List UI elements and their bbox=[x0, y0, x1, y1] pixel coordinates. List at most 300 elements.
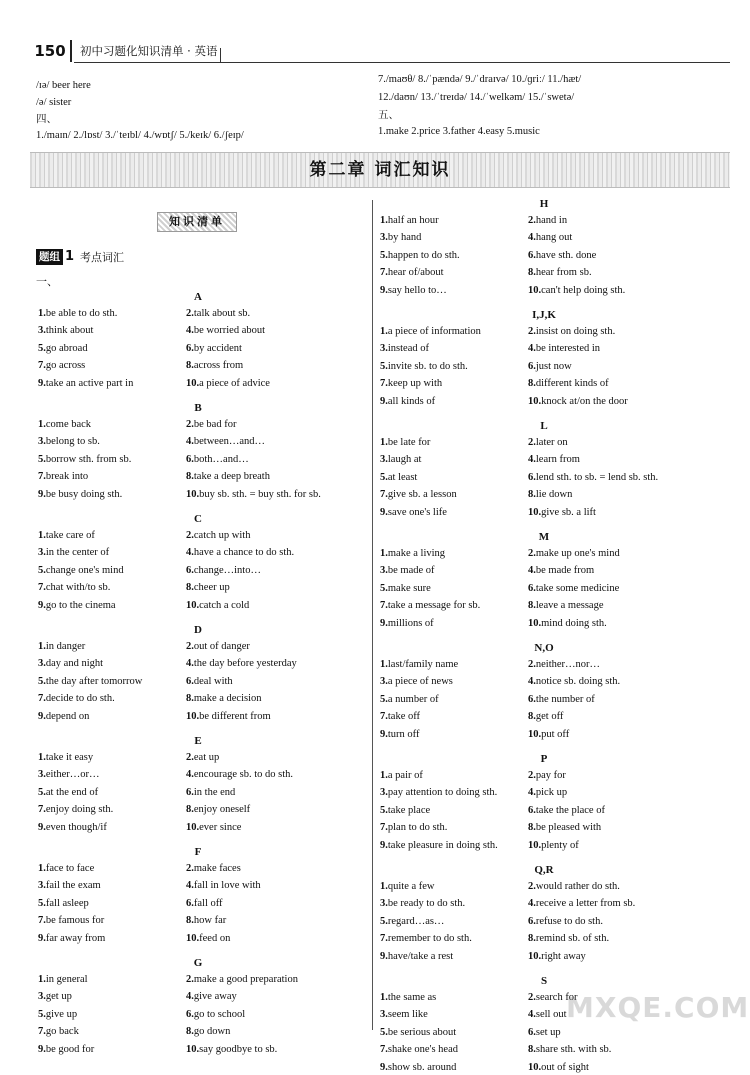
vocab-item-text: ever since bbox=[199, 821, 242, 833]
vocab-item bbox=[186, 879, 261, 893]
vocab-item-text: take it easy bbox=[45, 752, 94, 763]
vocab-item bbox=[528, 950, 586, 964]
vocab-item bbox=[186, 342, 242, 356]
vocab-item-text: go back bbox=[45, 1026, 79, 1038]
vocab-item-text: at least bbox=[387, 471, 418, 483]
section-letter: D bbox=[194, 624, 202, 636]
vocab-item bbox=[380, 915, 444, 929]
vocab-item-text: at the end of bbox=[45, 786, 99, 798]
vocab-item-number: 3. bbox=[380, 898, 388, 910]
vocab-item bbox=[186, 675, 233, 689]
watermark: MXQE.COM bbox=[566, 991, 750, 1024]
vocab-item-text: in general bbox=[45, 974, 88, 985]
vocab-item-text: the day before yesterday bbox=[193, 658, 297, 670]
vocab-item-number: 1. bbox=[380, 659, 388, 670]
vocab-item bbox=[380, 932, 472, 946]
vocab-item-text: fail the exam bbox=[45, 880, 101, 892]
vocab-item-text: how far bbox=[193, 915, 227, 927]
vocab-item-text: be famous for bbox=[45, 915, 105, 927]
vocab-item-number: 7. bbox=[380, 267, 388, 279]
vocab-item-text: mind doing sth. bbox=[541, 617, 607, 629]
vocab-item-number: 6. bbox=[186, 453, 194, 465]
vocab-item-number: 6. bbox=[528, 471, 536, 483]
vocab-item-text: half an hour bbox=[387, 215, 439, 226]
vocab-item bbox=[186, 470, 270, 484]
section-letter: S bbox=[540, 975, 548, 987]
vocab-item-number: 4. bbox=[528, 232, 536, 244]
vocab-item-text: out of sight bbox=[541, 1061, 589, 1073]
vocab-item bbox=[380, 1061, 456, 1075]
vocab-item-text: can't help doing sth. bbox=[541, 284, 626, 296]
vocab-item-text: make sure bbox=[387, 582, 431, 594]
vocab-item-number: 7. bbox=[38, 693, 46, 705]
vocab-item-text: give sb. a lesson bbox=[387, 489, 457, 501]
vocab-item-text: a number of bbox=[387, 693, 439, 705]
vocab-item bbox=[528, 1043, 611, 1057]
vocab-item bbox=[38, 751, 93, 765]
vocab-item-number: 5. bbox=[380, 582, 388, 594]
section-four-title: 四、 bbox=[36, 114, 57, 125]
vocab-item-number: 4. bbox=[528, 1009, 536, 1021]
section-letter: G bbox=[193, 957, 203, 969]
vocab-item bbox=[528, 1026, 561, 1040]
vocab-item bbox=[38, 564, 124, 578]
vocab-item bbox=[186, 581, 230, 595]
vocab-item-number: 3. bbox=[380, 343, 388, 355]
vocab-item-number: 1. bbox=[38, 641, 46, 652]
vocab-item bbox=[380, 675, 453, 689]
vocab-item-text: keep up with bbox=[387, 378, 443, 390]
vocab-item bbox=[186, 862, 241, 876]
vocab-item-number: 9. bbox=[380, 839, 388, 851]
vocab-item-number: 4. bbox=[186, 880, 194, 892]
vocab-item-number: 1. bbox=[38, 419, 46, 430]
vocab-item-number: 10. bbox=[528, 1061, 542, 1073]
vocab-item-number: 8. bbox=[528, 1044, 536, 1056]
vocab-item-number: 8. bbox=[528, 267, 536, 279]
vocab-item bbox=[380, 950, 453, 964]
vocab-item-number: 5. bbox=[38, 1008, 46, 1020]
vocab-item bbox=[380, 471, 417, 485]
vocab-item-number: 2. bbox=[528, 659, 536, 670]
vocab-item-text: depend on bbox=[45, 710, 90, 722]
vocab-item-number: 8. bbox=[528, 600, 536, 612]
vocab-item-number: 6. bbox=[528, 693, 536, 705]
vocab-item-text: hand in bbox=[535, 215, 568, 226]
vocab-item-number: 2. bbox=[186, 863, 194, 874]
vocab-item-text: make a good preparation bbox=[193, 974, 298, 985]
vocab-item-text: in the center of bbox=[45, 547, 110, 559]
vocab-item bbox=[380, 436, 430, 450]
vocab-item-text: go down bbox=[193, 1026, 231, 1038]
vocab-item-number: 2. bbox=[528, 881, 536, 892]
vocab-item-text: get off bbox=[535, 711, 564, 723]
vocab-item-text: go to the cinema bbox=[45, 599, 116, 611]
vocab-item-number: 7. bbox=[38, 1026, 46, 1038]
vocab-item-text: save one's life bbox=[387, 506, 447, 518]
vocab-item-text: give sb. a lift bbox=[541, 506, 596, 518]
section-letter: Q,R bbox=[534, 864, 554, 876]
vocab-item-text: chat with/to sb. bbox=[45, 582, 111, 594]
vocab-item-number: 1. bbox=[38, 308, 46, 319]
vocab-item-number: 7. bbox=[380, 822, 388, 834]
vocab-item bbox=[528, 582, 619, 596]
vocab-item-text: instead of bbox=[387, 343, 429, 355]
vocab-item-number: 7. bbox=[380, 933, 388, 945]
vocab-item-text: receive a letter from sb. bbox=[535, 898, 636, 910]
vocab-item bbox=[528, 710, 563, 724]
vocab-item-text: make a decision bbox=[193, 693, 262, 705]
vocab-item bbox=[528, 214, 567, 228]
vocab-item bbox=[38, 657, 103, 671]
vocab-item-number: 8. bbox=[186, 471, 194, 483]
vocab-item bbox=[380, 1008, 428, 1022]
section-letter: N,O bbox=[534, 642, 554, 654]
vocab-item bbox=[528, 377, 609, 391]
vocab-item-text: take a message for sb. bbox=[387, 600, 481, 612]
vocab-item-text: catch up with bbox=[193, 530, 251, 541]
vocab-item-number: 7. bbox=[38, 582, 46, 594]
vocab-item-number: 3. bbox=[38, 769, 46, 781]
vocab-item bbox=[38, 879, 101, 893]
vocab-item-text: neither…nor… bbox=[535, 659, 601, 670]
vocab-item bbox=[38, 675, 142, 689]
vocab-item-text: shake one's head bbox=[387, 1044, 458, 1056]
vocab-item bbox=[38, 581, 110, 595]
vocab-item bbox=[186, 710, 271, 724]
vocab-item-number: 10. bbox=[186, 377, 200, 389]
section-letter: M bbox=[538, 531, 550, 543]
vocab-item-number: 10. bbox=[186, 710, 200, 722]
vocab-item-text: hear from sb. bbox=[535, 267, 592, 279]
vocab-item bbox=[380, 991, 436, 1005]
vocab-item bbox=[186, 803, 250, 817]
vocab-item bbox=[380, 453, 421, 467]
vocab-item-text: hang out bbox=[535, 232, 573, 244]
header-rule bbox=[74, 62, 730, 63]
vocab-item bbox=[186, 377, 270, 391]
vocab-item-text: day and night bbox=[45, 658, 104, 670]
vocab-item-text: a piece of information bbox=[387, 326, 481, 337]
vocab-item-number: 6. bbox=[186, 786, 194, 798]
vocab-item bbox=[186, 1043, 277, 1057]
section-letter: I,J,K bbox=[532, 309, 556, 321]
vocab-item-text: be made of bbox=[387, 565, 435, 577]
vocab-item-text: make up one's mind bbox=[535, 548, 620, 559]
vocab-item-number: 6. bbox=[186, 342, 194, 354]
vocab-item bbox=[528, 804, 605, 818]
vocab-item-text: learn from bbox=[535, 454, 580, 466]
vocab-item-number: 6. bbox=[528, 582, 536, 594]
vocab-item-text: make faces bbox=[193, 863, 241, 874]
vocab-item-number: 1. bbox=[38, 752, 46, 763]
vocab-item-number: 4. bbox=[528, 454, 536, 466]
vocab-item-number: 2. bbox=[528, 770, 536, 781]
vocab-item-number: 10. bbox=[528, 839, 542, 851]
vocab-item bbox=[380, 693, 439, 707]
vocab-item-text: enjoy doing sth. bbox=[45, 804, 114, 816]
vocab-item-number: 2. bbox=[528, 326, 536, 337]
vocab-item bbox=[380, 231, 421, 245]
vocab-item bbox=[38, 529, 95, 543]
vocab-item bbox=[38, 692, 115, 706]
vocab-item-number: 8. bbox=[528, 711, 536, 723]
vocab-item bbox=[528, 488, 572, 502]
chapter-banner bbox=[30, 152, 730, 188]
vocab-item-number: 5. bbox=[380, 1026, 388, 1038]
vocab-item bbox=[186, 932, 230, 946]
phonetic-answers-1: 7./maʊθ/ 8./ˈpændə/ 9./ˈdraɪvə/ 10./ɡriː/ 11./hæt/ bbox=[378, 74, 582, 85]
vocab-item bbox=[380, 821, 447, 835]
section-letter: E bbox=[194, 735, 202, 747]
vocab-item-number: 9. bbox=[38, 710, 46, 722]
vocab-item bbox=[380, 804, 430, 818]
vocab-item-text: take an active part in bbox=[45, 377, 134, 389]
vocab-item-number: 3. bbox=[38, 991, 46, 1003]
vocab-item-text: go abroad bbox=[45, 342, 88, 354]
vocab-item-text: plan to do sth. bbox=[387, 822, 448, 834]
vocab-item bbox=[186, 657, 297, 671]
vocab-item-number: 3. bbox=[38, 325, 46, 337]
section-letter: C bbox=[194, 513, 202, 525]
vocab-item-number: 6. bbox=[186, 897, 194, 909]
vocab-item-number: 2. bbox=[528, 992, 536, 1003]
vocab-item bbox=[38, 990, 72, 1004]
vocab-item-number: 2. bbox=[186, 641, 194, 652]
vocab-item-number: 7. bbox=[380, 378, 388, 390]
vocab-item-text: think about bbox=[45, 325, 94, 337]
vocab-item-text: plenty of bbox=[541, 839, 579, 851]
vocab-item-number: 9. bbox=[380, 1061, 388, 1073]
vocab-item-text: have sth. done bbox=[535, 249, 597, 261]
vocab-item-number: 3. bbox=[380, 565, 388, 577]
vocab-item bbox=[528, 1061, 589, 1075]
section-letter: H bbox=[539, 198, 549, 210]
vocab-item bbox=[38, 1008, 77, 1022]
vocab-item bbox=[186, 324, 265, 338]
vocab-item bbox=[528, 880, 620, 894]
vocab-item-number: 5. bbox=[38, 675, 46, 687]
vocab-item-text: different kinds of bbox=[535, 378, 609, 390]
vocab-item-text: come back bbox=[45, 419, 92, 430]
vocab-item bbox=[380, 284, 447, 298]
vocab-item-number: 3. bbox=[380, 232, 388, 244]
vocab-item-text: both…and… bbox=[193, 453, 249, 465]
vocab-item bbox=[528, 266, 592, 280]
vocab-item-text: last/family name bbox=[387, 659, 459, 670]
vocab-item bbox=[186, 1008, 245, 1022]
vocab-item bbox=[186, 973, 298, 987]
vocab-item bbox=[380, 1043, 458, 1057]
vocab-item-number: 4. bbox=[528, 898, 536, 910]
vocab-item-text: decide to do sth. bbox=[45, 693, 115, 705]
vocab-item bbox=[38, 307, 117, 321]
vocab-item-text: millions of bbox=[387, 617, 434, 629]
vocab-item bbox=[186, 599, 249, 613]
vocab-item-number: 4. bbox=[528, 565, 536, 577]
vocab-item-number: 6. bbox=[528, 915, 536, 927]
topic-label: 考点词汇 bbox=[80, 251, 125, 265]
vocab-item bbox=[186, 692, 262, 706]
vocab-item-number: 5. bbox=[380, 249, 388, 261]
vocab-item-number: 3. bbox=[380, 787, 388, 799]
vocab-item-number: 4. bbox=[186, 769, 194, 781]
vocab-item bbox=[380, 377, 442, 391]
vocab-item bbox=[380, 249, 460, 263]
vocab-item bbox=[528, 325, 615, 339]
vocab-item bbox=[380, 325, 481, 339]
vocab-item-text: search for bbox=[535, 992, 578, 1003]
vocab-item-number: 10. bbox=[528, 395, 542, 407]
vocab-item-text: the day after tomorrow bbox=[45, 675, 143, 687]
vocab-item-number: 2. bbox=[186, 752, 194, 763]
vocab-item-number: 1. bbox=[38, 974, 46, 985]
vocab-item-text: by hand bbox=[387, 232, 422, 244]
vocab-item-text: eat up bbox=[193, 752, 220, 763]
vocab-item-number: 8. bbox=[186, 1026, 194, 1038]
vocab-item-number: 4. bbox=[186, 436, 194, 448]
vocab-item-number: 10. bbox=[186, 1043, 200, 1055]
section-five-title: 五、 bbox=[378, 110, 399, 121]
vocab-item bbox=[38, 546, 109, 560]
vocab-item-number: 1. bbox=[380, 215, 388, 226]
vocab-item-text: remind sb. of sth. bbox=[535, 933, 610, 945]
vocab-item-number: 9. bbox=[380, 395, 388, 407]
vocab-item-number: 10. bbox=[528, 284, 542, 296]
vocab-item-text: happen to do sth. bbox=[387, 249, 460, 261]
vocab-item bbox=[528, 231, 572, 245]
vocab-item-number: 7. bbox=[380, 1044, 388, 1056]
vocab-item bbox=[38, 324, 93, 338]
vocab-item bbox=[528, 395, 628, 409]
vocab-item-text: show sb. around bbox=[387, 1061, 457, 1073]
vocab-item-text: encourage sb. to do sth. bbox=[193, 769, 294, 781]
vocab-item-number: 2. bbox=[186, 974, 194, 985]
vocab-item-number: 1. bbox=[380, 770, 388, 781]
vocab-item bbox=[186, 990, 237, 1004]
vocab-item bbox=[38, 914, 104, 928]
vocab-item bbox=[380, 786, 497, 800]
vocab-item bbox=[38, 342, 88, 356]
vocab-item-text: feed on bbox=[199, 932, 231, 944]
section-five-answers: 1.make 2.price 3.father 4.easy 5.music bbox=[378, 126, 540, 137]
phonetic-line: /ə/ sister bbox=[36, 97, 72, 108]
vocab-item-text: between…and… bbox=[193, 436, 266, 448]
vocab-item-text: hear of/about bbox=[387, 267, 444, 279]
vocab-item-number: 4. bbox=[186, 325, 194, 337]
vocab-item-number: 4. bbox=[528, 343, 536, 355]
vocab-item-text: put off bbox=[541, 728, 570, 740]
vocab-item-text: go across bbox=[45, 360, 86, 372]
vocab-item-number: 3. bbox=[380, 676, 388, 688]
vocab-item-text: be worried about bbox=[193, 325, 266, 337]
vocab-item bbox=[380, 506, 447, 520]
vocab-item bbox=[380, 839, 498, 853]
vocab-item bbox=[38, 599, 116, 613]
vocab-item-number: 7. bbox=[38, 471, 46, 483]
vocab-item-text: pay attention to doing sth. bbox=[387, 787, 498, 799]
topic-number: 1 bbox=[65, 249, 75, 265]
vocab-item-number: 9. bbox=[38, 1043, 46, 1055]
vocab-item bbox=[528, 786, 567, 800]
vocab-item-number: 5. bbox=[380, 693, 388, 705]
vocab-item bbox=[380, 880, 435, 894]
vocab-item-number: 1. bbox=[380, 881, 388, 892]
vocab-item-text: have a chance to do sth. bbox=[193, 547, 295, 559]
vocab-item-text: take some medicine bbox=[535, 582, 620, 594]
vocab-item-number: 8. bbox=[528, 822, 536, 834]
vocab-item bbox=[186, 751, 219, 765]
vocab-item-text: invite sb. to do sth. bbox=[387, 360, 468, 372]
vocab-item-text: insist on doing sth. bbox=[535, 326, 616, 337]
vocab-item-text: face to face bbox=[45, 863, 95, 874]
vocab-item-text: change…into… bbox=[193, 564, 261, 576]
vocab-item bbox=[528, 599, 604, 613]
vocab-item-text: notice sb. doing sth. bbox=[535, 676, 621, 688]
vocab-item-number: 1. bbox=[38, 863, 46, 874]
vocab-item bbox=[380, 342, 429, 356]
vocab-item-text: deal with bbox=[193, 675, 233, 687]
vocab-item bbox=[186, 435, 265, 449]
vocab-item-number: 4. bbox=[186, 547, 194, 559]
vocab-item-number: 1. bbox=[380, 548, 388, 559]
vocab-item bbox=[528, 617, 607, 631]
vocab-item bbox=[38, 418, 91, 432]
vocab-item-text: regard…as… bbox=[387, 915, 445, 927]
vocab-item bbox=[528, 675, 620, 689]
vocab-item-number: 4. bbox=[186, 991, 194, 1003]
vocab-item-number: 2. bbox=[528, 548, 536, 559]
knowledge-list-box bbox=[157, 212, 237, 232]
vocab-item-number: 9. bbox=[38, 599, 46, 611]
vocab-item-number: 1. bbox=[38, 530, 46, 541]
vocab-item-text: leave a message bbox=[535, 600, 604, 612]
vocab-item-number: 9. bbox=[380, 284, 388, 296]
vocab-item-number: 6. bbox=[186, 564, 194, 576]
vocab-item-text: by accident bbox=[193, 342, 242, 354]
vocab-item-text: knock at/on the door bbox=[541, 395, 628, 407]
vocab-item bbox=[38, 897, 89, 911]
vocab-item-text: the same as bbox=[387, 992, 437, 1003]
vocab-item-number: 8. bbox=[186, 582, 194, 594]
vocab-item-number: 8. bbox=[186, 360, 194, 372]
vocab-item-text: say hello to… bbox=[387, 284, 447, 296]
vocab-item-text: catch a cold bbox=[199, 599, 250, 611]
vocab-item-text: far away from bbox=[45, 932, 106, 944]
subsection-marker: 一、 bbox=[36, 275, 58, 288]
vocab-item bbox=[38, 862, 94, 876]
vocab-item-number: 7. bbox=[380, 600, 388, 612]
vocab-item-text: share sth. with sb. bbox=[535, 1044, 612, 1056]
vocab-item bbox=[186, 786, 235, 800]
vocab-item-text: be made from bbox=[535, 565, 595, 577]
vocab-item bbox=[528, 547, 620, 561]
vocab-item bbox=[186, 897, 223, 911]
vocab-item-number: 7. bbox=[380, 489, 388, 501]
vocab-item bbox=[380, 488, 457, 502]
vocab-item-text: be serious about bbox=[387, 1026, 457, 1038]
vocab-item-text: take a deep breath bbox=[193, 471, 270, 483]
vocab-item-text: talk about sb. bbox=[193, 308, 251, 319]
vocab-item-text: be late for bbox=[387, 437, 431, 448]
vocab-item-number: 6. bbox=[186, 675, 194, 687]
vocab-item-text: cheer up bbox=[193, 582, 230, 594]
vocab-item-text: break into bbox=[45, 471, 89, 483]
vocab-item bbox=[186, 307, 250, 321]
vocab-item bbox=[38, 470, 88, 484]
vocab-item-number: 4. bbox=[528, 787, 536, 799]
page-number: 150 bbox=[30, 40, 72, 62]
